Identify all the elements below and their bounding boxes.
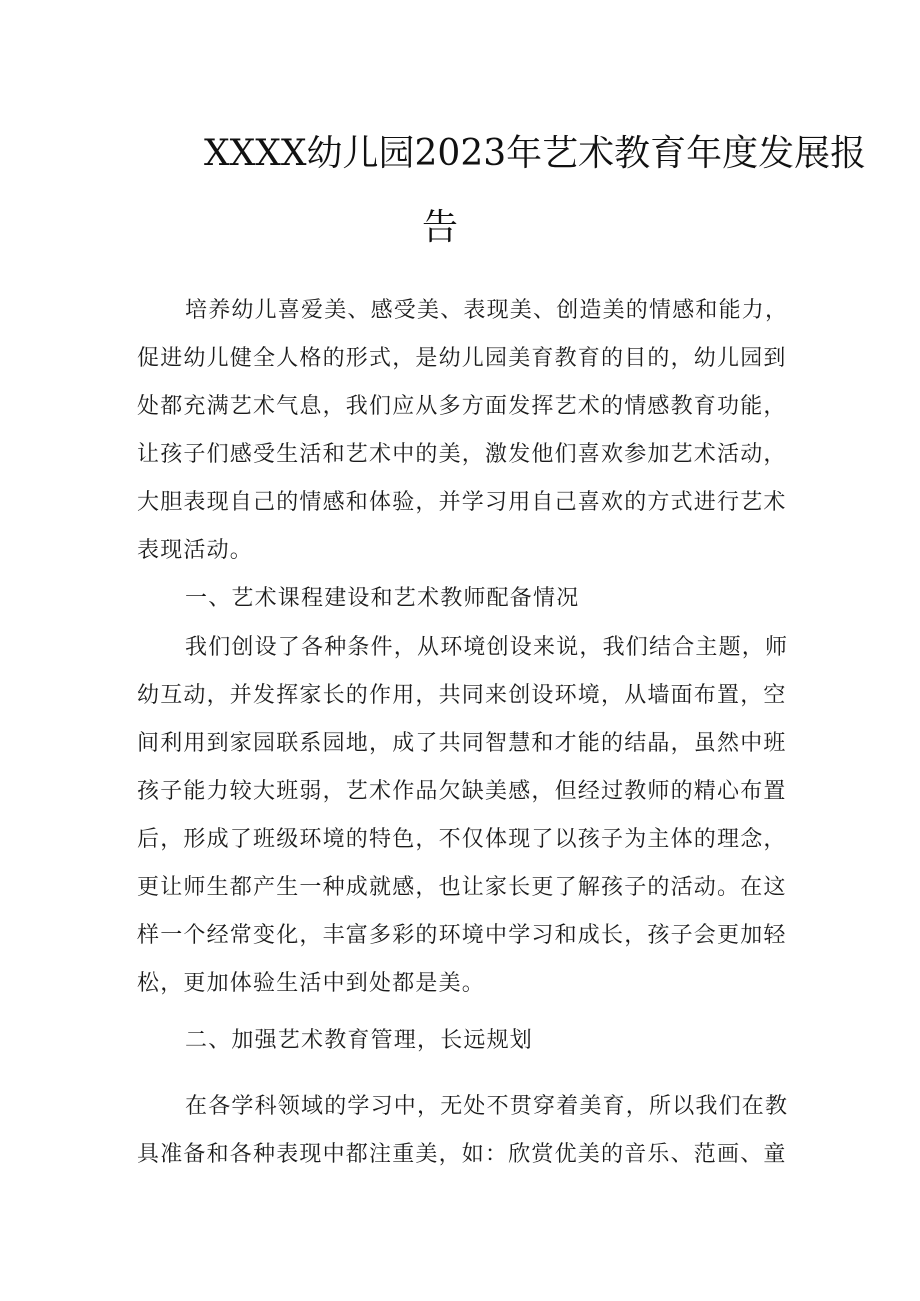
document-title-line-2: 告 xyxy=(422,207,459,248)
text-line: 我们创设了各种条件，从环境创设来说，我们结合主题，师 xyxy=(185,635,789,660)
text-line: 后，形成了班级环境的特色，不仅体现了以孩子为主体的理念， xyxy=(137,827,787,852)
text-line: 具准备和各种表现中都注重美，如：欣赏优美的音乐、范画、童 xyxy=(137,1142,787,1167)
text-line: 间利用到家园联系园地，成了共同智慧和才能的结晶，虽然中班 xyxy=(137,731,787,756)
text-line: 松，更加体验生活中到处都是美。 xyxy=(137,971,486,996)
text-line: 更让师生都产生一种成就感，也让家长更了解孩子的活动。在这 xyxy=(137,875,787,900)
text-line: 幼互动，并发挥家长的作用，共同来创设环境，从墙面布置，空 xyxy=(137,683,787,708)
text-line: 处都充满艺术气息，我们应从多方面发挥艺术的情感教育功能， xyxy=(137,394,787,419)
text-line: 让孩子们感受生活和艺术中的美，激发他们喜欢参加艺术活动， xyxy=(137,442,787,467)
text-line: 孩子能力较大班弱，艺术作品欠缺美感，但经过教师的精心布置 xyxy=(137,779,787,804)
text-line: 表现活动。 xyxy=(137,538,254,563)
text-line: 促进幼儿健全人格的形式，是幼儿园美育教育的目的，幼儿园到 xyxy=(137,346,787,371)
text-line: 在各学科领域的学习中，无处不贯穿着美育，所以我们在教 xyxy=(185,1094,789,1119)
text-line: 样一个经常变化，丰富多彩的环境中学习和成长，孩子会更加轻 xyxy=(137,923,787,948)
document-title-line-1: XXXX幼儿园2023年艺术教育年度发展报 xyxy=(204,133,867,174)
section-heading-text: 二、加强艺术教育管理，长远规划 xyxy=(185,1028,534,1053)
section-heading-text: 一、艺术课程建设和艺术教师配备情况 xyxy=(185,586,580,611)
text-line: 培养幼儿喜爱美、感受美、表现美、创造美的情感和能力， xyxy=(185,298,789,323)
text-line: 大胆表现自己的情感和体验，并学习用自己喜欢的方式进行艺术 xyxy=(137,490,787,515)
